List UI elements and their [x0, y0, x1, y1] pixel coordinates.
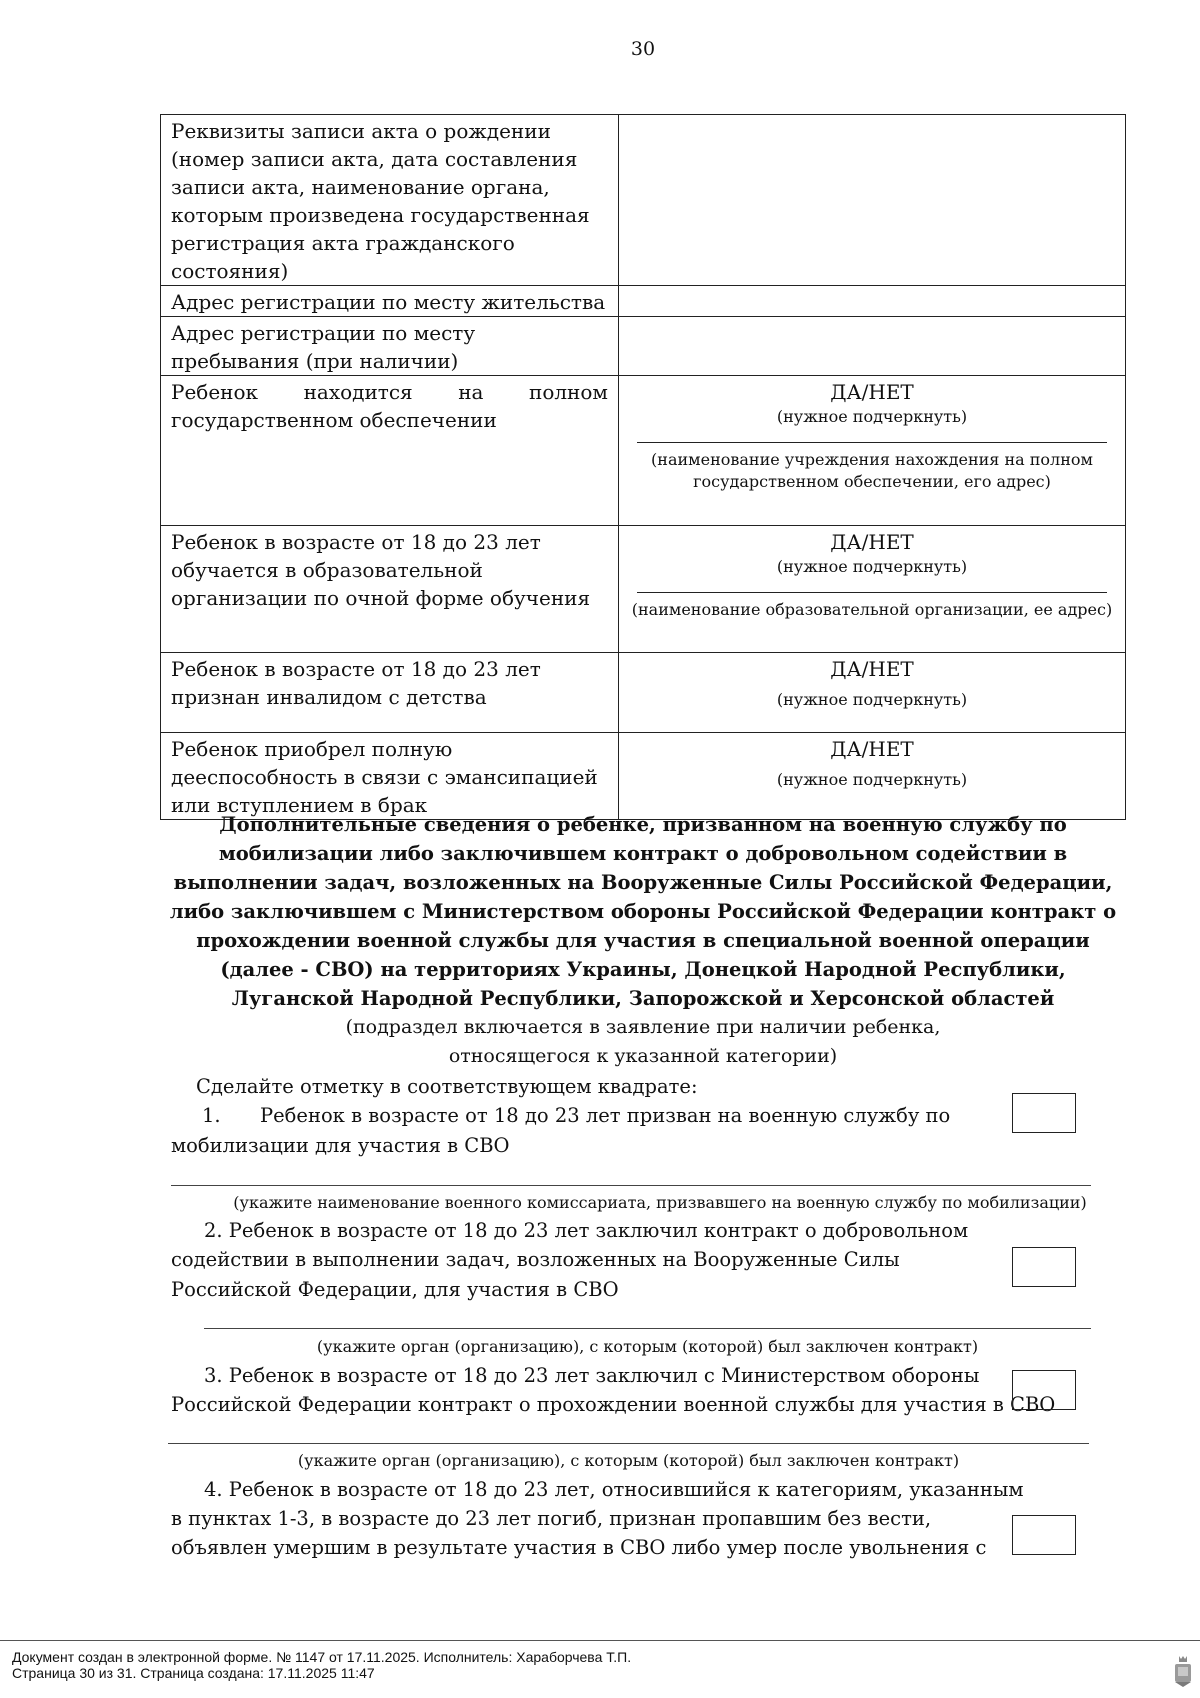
item-2-fill-line[interactable] — [204, 1328, 1091, 1329]
table-row — [161, 286, 1126, 317]
stay-address-field[interactable] — [619, 317, 1126, 376]
heading-line: выполнении задач, возложенных на Вооруженные Силы Российской Федерации, — [173, 871, 1113, 894]
residence-address-field[interactable] — [619, 286, 1126, 317]
state-support-field[interactable] — [619, 376, 1126, 526]
birth-record-label: Реквизиты записи акта о рождении (номер записи акта, дата составления записи акта, наименование органа, которым произведена государственная регистрация акта гражданского состояния) — [161, 115, 619, 286]
note-line: (подраздел включается в заявление при наличии ребенка, — [345, 1016, 941, 1038]
item-2-line2: содействии в выполнении задач, возложенных на Вооруженные Силы — [171, 1248, 900, 1271]
note-line: относящегося к указанной категории) — [448, 1045, 838, 1067]
underline-hint: (нужное подчеркнуть) — [776, 557, 968, 576]
heading-line: прохождении военной службы для участия в специальной военной операции — [196, 929, 1090, 952]
page-number: 30 — [630, 38, 656, 60]
instruction-text: Сделайте отметку в соответствующем квадрате: — [196, 1075, 698, 1098]
yes-no-option[interactable]: ДА/НЕТ — [830, 380, 914, 404]
heading-line: Луганской Народной Республики, Запорожской и Херсонской областей — [231, 987, 1055, 1010]
disability-label: Ребенок в возрасте от 18 до 23 лет признан инвалидом с детства — [161, 653, 619, 733]
table-row — [161, 653, 1126, 733]
emancipation-label: Ребенок приобрел полную дееспособность в связи с эмансипацией или вступлением в брак — [161, 733, 619, 820]
item-2-caption: (укажите орган (организацию), с которым (которой) был заключен контракт) — [316, 1337, 979, 1356]
section-heading — [160, 810, 1126, 1013]
yes-no-option[interactable]: ДА/НЕТ — [830, 737, 914, 761]
underline-hint: (нужное подчеркнуть) — [776, 407, 968, 426]
child-info-table — [160, 114, 1126, 820]
state-support-label-line2: государственном обеспечении — [171, 408, 497, 432]
disability-field[interactable] — [619, 653, 1126, 733]
heading-line: мобилизации либо заключившем контракт о добровольном содействии в — [218, 842, 1068, 865]
stay-address-label: Адрес регистрации по месту пребывания (при наличии) — [161, 317, 619, 376]
item-4-checkbox[interactable] — [1012, 1515, 1076, 1555]
item-4-line2: в пунктах 1-3, в возрасте до 23 лет погиб, признан пропавшим без вести, — [171, 1507, 932, 1530]
table-row — [161, 733, 1126, 820]
fill-line[interactable] — [637, 592, 1107, 593]
item-3-caption: (укажите орган (организацию), с которым (которой) был заключен контракт) — [297, 1451, 960, 1470]
fill-line[interactable] — [637, 442, 1107, 443]
item-1-line1: Ребенок в возрасте от 18 до 23 лет призван на военную службу по — [260, 1104, 951, 1127]
item-4-line3: объявлен умершим в результате участия в СВО либо умер после увольнения с — [171, 1536, 987, 1559]
item-1-line2: мобилизации для участия в СВО — [171, 1134, 510, 1157]
yes-no-option[interactable]: ДА/НЕТ — [830, 657, 914, 681]
institution-caption: (наименование учреждения нахождения на полном государственном обеспечении, его адрес) — [651, 450, 1093, 491]
yes-no-option[interactable]: ДА/НЕТ — [830, 530, 914, 554]
footer-page-info: Страница 30 из 31. Страница создана: 17.11.2025 11:47 — [12, 1665, 375, 1681]
item-2-checkbox[interactable] — [1012, 1247, 1076, 1287]
footer-document-info: Документ создан в электронной форме. № 1147 от 17.11.2025. Исполнитель: Хараборчева Т.П. — [12, 1649, 632, 1665]
item-3-line2: Российской Федерации контракт о прохождении военной службы для участия в СВО — [171, 1393, 1056, 1416]
item-3-line1: 3. Ребенок в возрасте от 18 до 23 лет заключил с Министерством обороны — [204, 1364, 980, 1387]
coat-of-arms-icon — [1172, 1654, 1194, 1688]
section-note — [160, 1013, 1126, 1071]
table-row — [161, 317, 1126, 376]
heading-line: (далее - СВО) на территориях Украины, Донецкой Народной Республики, — [220, 958, 1066, 981]
underline-hint: (нужное подчеркнуть) — [776, 690, 968, 709]
school-caption: (наименование образовательной организации, ее адрес) — [631, 600, 1113, 619]
footer-divider — [0, 1640, 1200, 1641]
emancipation-field[interactable] — [619, 733, 1126, 820]
heading-line: либо заключившем с Министерством обороны Российской Федерации контракт о — [169, 900, 1117, 923]
state-support-label-line1: Ребенок находится на полном — [171, 380, 608, 404]
table-row — [161, 376, 1126, 526]
table-row — [161, 526, 1126, 653]
underline-hint: (нужное подчеркнуть) — [776, 770, 968, 789]
item-3-fill-line[interactable] — [168, 1443, 1089, 1444]
item-2-line3: Российской Федерации, для участия в СВО — [171, 1278, 619, 1301]
item-1-checkbox[interactable] — [1012, 1093, 1076, 1133]
residence-address-label: Адрес регистрации по месту жительства — [161, 286, 619, 317]
item-1-fill-line[interactable] — [171, 1185, 1091, 1186]
full-time-study-field[interactable] — [619, 526, 1126, 653]
full-time-study-label: Ребенок в возрасте от 18 до 23 лет обучается в образовательной организации по очной форме обучения — [161, 526, 619, 653]
item-2-line1: 2. Ребенок в возрасте от 18 до 23 лет заключил контракт о добровольном — [204, 1219, 969, 1242]
table-row — [161, 115, 1126, 286]
state-support-label — [161, 376, 619, 526]
item-3-checkbox[interactable] — [1012, 1370, 1076, 1410]
item-4-line1: 4. Ребенок в возрасте от 18 до 23 лет, относившийся к категориям, указанным — [204, 1478, 1024, 1501]
item-1-caption: (укажите наименование военного комиссариата, призвавшего на военную службу по мобилизации) — [233, 1193, 1087, 1212]
birth-record-field[interactable] — [619, 115, 1126, 286]
item-1-number: 1. — [202, 1104, 221, 1127]
heading-line: Дополнительные сведения о ребенке, призванном на военную службу по — [219, 813, 1067, 836]
